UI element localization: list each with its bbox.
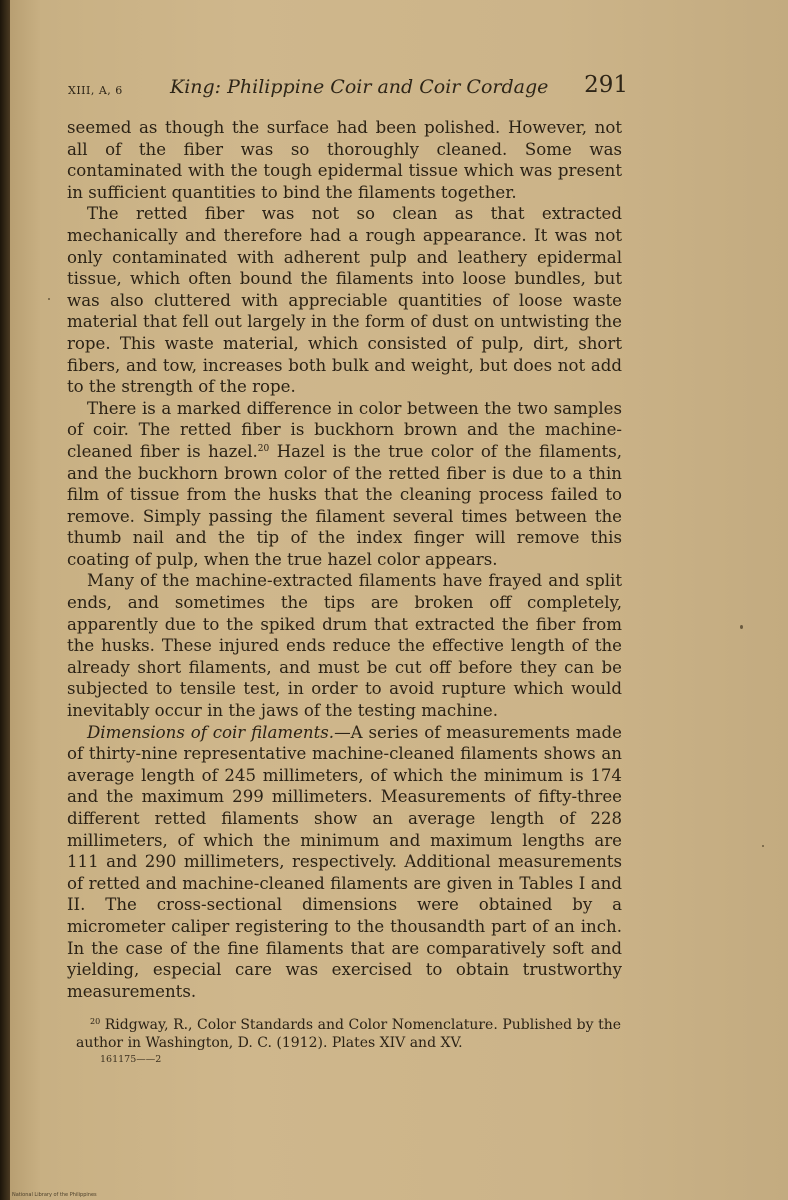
printer-signature-mark: 161175——2 <box>100 1054 162 1065</box>
page-header <box>68 72 628 108</box>
book-page <box>10 0 788 1200</box>
running-title: King: Philippine Coir and Coir Cordage <box>170 76 549 98</box>
paper-speck <box>48 298 50 300</box>
library-stamp: National Library of the Philippines <box>12 1192 97 1198</box>
footnote-text: Ridgway, R., Color Standards and Color Nomenclature. Published by the author in Washington, D. C. (1912). Plates XIV and XV. <box>76 1017 622 1051</box>
paragraph-5-text: —A series of measurements made of thirty-nine representative machine-cleaned filaments shows an average length of 245 millimeters, of which the minimum is 174 and the maximum 299 millimeters. Measurements of fifty-three different retted filaments show an average length of 228 millimeters, of which the minimum and maximum lengths are 111 and 290 millimeters, respectively. Additional measurements of retted and machine-cleaned filaments are given in Tables I and II. The cross-sectional dimensions were obtained by a micrometer caliper registering to the thousandth part of an inch. In the case of the fine filaments that are comparatively soft and yielding, especial care was exercised to obtain trustworthy measurements. <box>67 722 622 1001</box>
paragraph-3-text-b: Hazel is the true color of the filaments, and the buckhorn brown color of the retted fiber is due to a thin film of tissue from the husks that the cleaning process failed to remove. Simply passing the filament several times between the thumb nail and the tip of the index finger will remove this coating of pulp, when the true hazel color appears. <box>67 441 622 569</box>
body-text <box>67 117 622 1002</box>
paper-speck <box>740 625 743 629</box>
paragraph-5 <box>67 722 622 1003</box>
footnote-mark: 20 <box>90 1017 101 1026</box>
paragraph-4: Many of the machine-extracted filaments have frayed and split ends, and sometimes the tips are broken off completely, apparently due to the spiked drum that extracted the fiber from the husks. These injured ends reduce the effective length of the already short filaments, and must be cut off before they can be subjected to tensile test, in order to avoid rupture which would inevitably occur in the jaws of the testing machine. <box>67 571 622 721</box>
paragraph-2: The retted fiber was not so clean as that extracted mechanically and therefore had a rough appearance. It was not only contaminated with adherent pulp and leathery epidermal tissue, which often bound the filaments into loose bundles, but was also cluttered with appreciable quantities of loose waste material that fell out largely in the form of dust on untwisting the rope. This waste material, which consisted of pulp, dirt, short fibers, and tow, increases both bulk and weight, but does not add to the strength of the rope. <box>67 204 622 397</box>
page-number: 291 <box>584 72 628 98</box>
paragraph-1: seemed as though the surface had been polished. However, not all of the fiber was so thoroughly cleaned. Some was contaminated with the tough epidermal tissue which was present in sufficient quantities to bind the filaments together. <box>67 118 622 202</box>
paragraph-3-text-a: There is a marked difference in color between the two samples of coir. The retted fiber is buckhorn brown and the machine-cleaned fiber is hazel. <box>67 398 622 461</box>
footnote <box>76 1016 621 1052</box>
footnote-reference: 20 <box>257 443 270 454</box>
section-signature: XIII, A, 6 <box>68 84 123 97</box>
section-heading: Dimensions of coir filaments. <box>87 722 335 742</box>
paper-speck <box>762 845 764 847</box>
book-spine-edge <box>0 0 10 1200</box>
paragraph-3 <box>67 398 622 571</box>
